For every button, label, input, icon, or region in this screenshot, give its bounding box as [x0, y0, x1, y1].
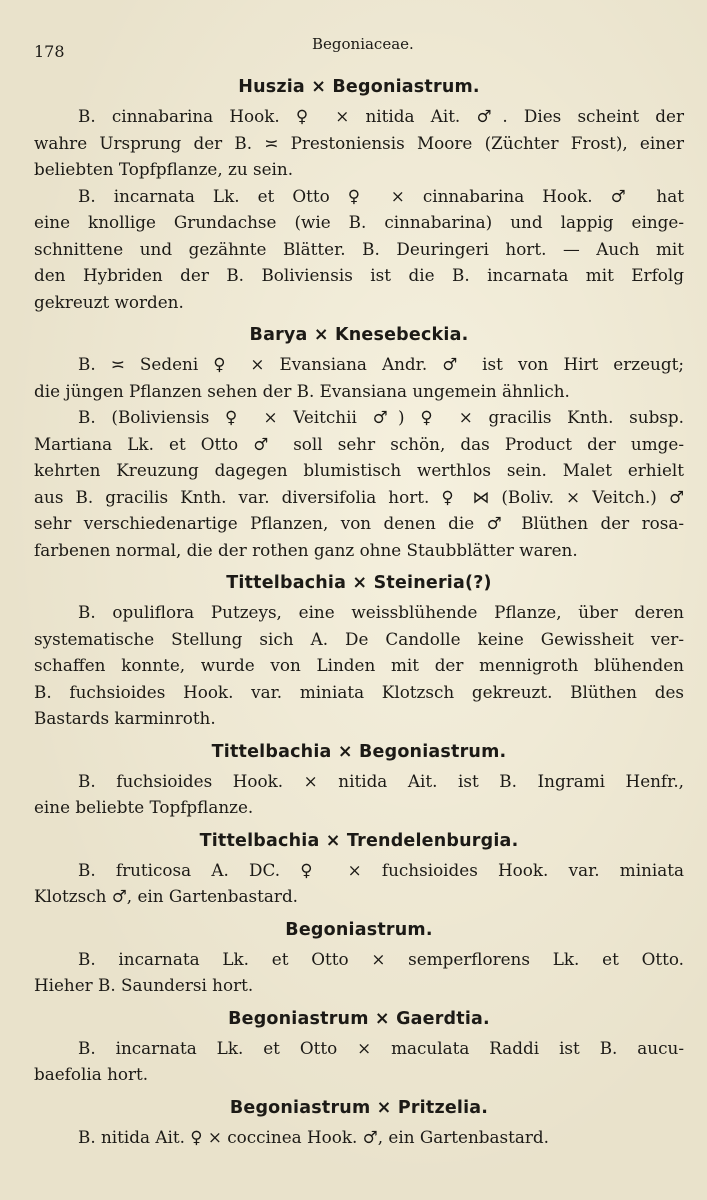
section-heading: Begoniastrum. — [285, 919, 433, 940]
text-line: beliebten Topfpflanze, zu sein. — [34, 159, 294, 179]
text-line: B. fruticosa A. DC. ♀ × fuchsioides Hook. var. miniata — [78, 859, 684, 880]
text-line: B. incarnata Lk. et Otto ♀ × cinnabarina Hook. ♂ hat — [78, 185, 684, 206]
text-line: B. fuchsioides Hook. × nitida Ait. ist B. Ingrami Henfr., — [78, 770, 684, 791]
text-line: farbenen normal, die der rothen ganz ohne Staubblätter waren. — [34, 539, 578, 560]
text-line: sehr verschiedenartige Pflanzen, von denen die ♂ Blüthen der rosa- — [34, 513, 684, 533]
section-heading: Barya × Knesebeckia. — [249, 325, 469, 345]
text-line: schaffen konnte, wurde von Linden mit der mennigroth blühenden — [34, 655, 684, 675]
section-heading: Begoniastrum × Pritzelia. — [229, 1097, 489, 1118]
running-title: Begoniaceae. — [312, 35, 414, 53]
text-line: Martiana Lk. et Otto ♂ soll sehr schön, das Product der umge- — [34, 433, 684, 454]
text-line: den Hybriden der B. Boliviensis ist die B. incarnata mit Erfolg — [34, 265, 684, 285]
text-line: B. nitida Ait. ♀ × coccinea Hook. ♂, ein Gartenbastard. — [78, 1126, 549, 1147]
section-heading: Tittelbachia × Begoniastrum. — [211, 741, 507, 762]
page-number: 178 — [34, 42, 65, 61]
text-line: B. incarnata Lk. et Otto × semperflorens Lk. et Otto. — [78, 948, 684, 969]
section-heading: Tittelbachia × Trendelenburgia. — [199, 830, 519, 851]
text-line: die jüngen Pflanzen sehen der B. Evansiana ungemein ähnlich. — [34, 380, 570, 401]
text-line: eine beliebte Topfpflanze. — [34, 797, 254, 817]
text-line: B. opuliflora Putzeys, eine weissblühende Pflanze, über deren — [78, 602, 684, 622]
section-heading: Tittelbachia × Steineria(?) — [226, 573, 492, 593]
text-line: Klotzsch ♂, ein Gartenbastard. — [34, 886, 299, 906]
text-line: Hieher B. Saundersi hort. — [34, 975, 254, 995]
text-line: eine knollige Grundachse (wie B. cinnabarina) und lappig einge- — [34, 212, 684, 232]
text-line: systematische Stellung sich A. De Candolle keine Gewissheit ver- — [34, 628, 684, 649]
text-line: wahre Ursprung der B. ≍ Prestoniensis Moore (Züchter Frost), einer — [34, 132, 684, 153]
text-line: gekreuzt worden. — [34, 291, 184, 312]
page-header — [0, 32, 707, 62]
section-heading: Begoniastrum × Gaerdtia. — [228, 1008, 490, 1029]
text-line: B. fuchsioides Hook. var. miniata Klotzsch gekreuzt. Blüthen des — [34, 681, 684, 702]
page-content — [34, 72, 684, 1150]
text-line: B. (Boliviensis ♀ × Veitchii ♂) ♀ × gracilis Knth. subsp. — [78, 407, 684, 427]
text-line: aus B. gracilis Knth. var. diversifolia hort. ♀ ⋈ (Boliv. × Veitch.) ♂ — [34, 486, 684, 507]
text-line: B. cinnabarina Hook. ♀ × nitida Ait. ♂. Dies scheint der — [78, 106, 684, 126]
text-line: schnittene und gezähnte Blätter. B. Deuringeri hort. — Auch mit — [34, 238, 684, 259]
text-line: B. incarnata Lk. et Otto × maculata Raddi ist B. aucu- — [78, 1037, 684, 1058]
text-line: kehrten Kreuzung dagegen blumistisch werthlos sein. Malet erhielt — [34, 460, 684, 480]
text-line: baefolia hort. — [34, 1064, 149, 1084]
text-line: Bastards karminroth. — [34, 708, 216, 728]
section-heading: Huszia × Begoniastrum. — [238, 77, 480, 97]
text-line: B. ≍ Sedeni ♀ × Evansiana Andr. ♂ ist von Hirt erzeugt; — [78, 354, 684, 374]
